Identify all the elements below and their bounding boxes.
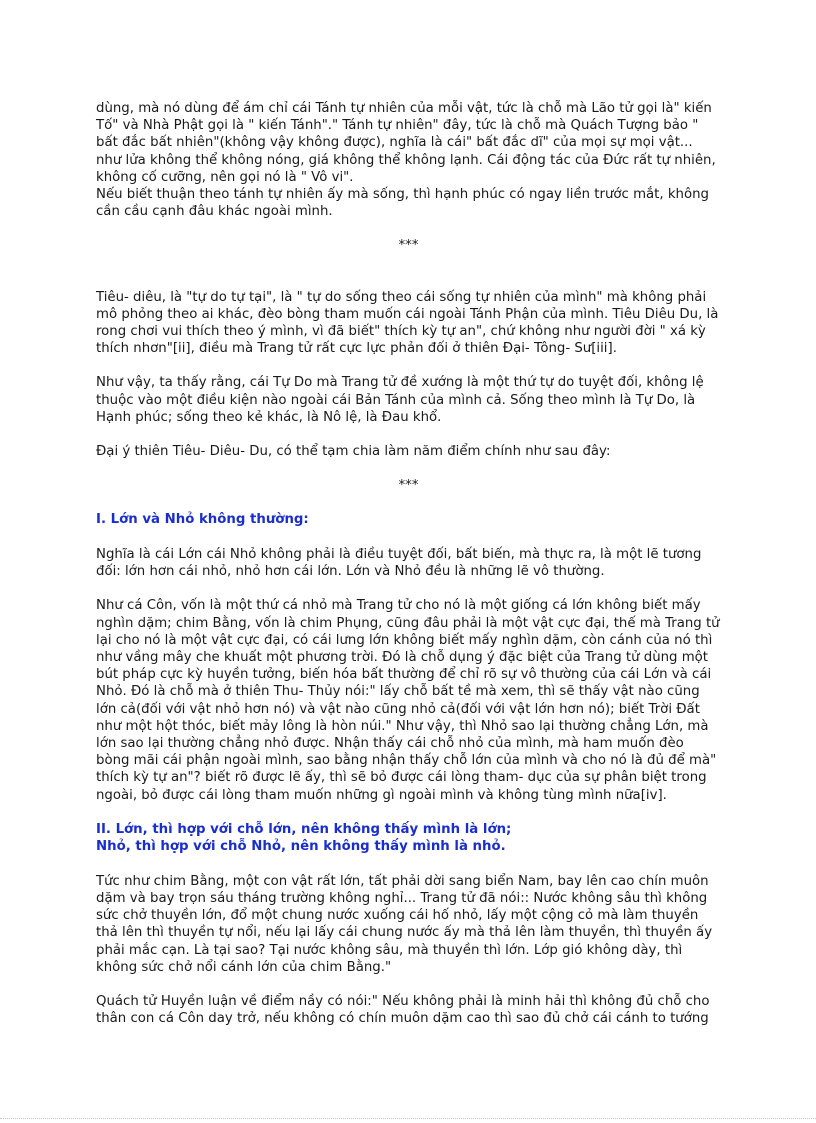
spacer: [96, 856, 721, 873]
section-heading-2-line-1: II. Lớn, thì hợp với chỗ lớn, nên không thấy mình là lớn;: [96, 821, 512, 837]
paragraph-ca-con: Như cá Côn, vốn là một thứ cá nhỏ mà Trang tử cho nó là một giống cá lớn không biết mấy nghìn dặm; chim Bằng, vốn là chim Phụng, cũng đâu phải là một vật cực đại, thế mà Trang tử lại cho nó là một vật cực đại, có cái lưng lớn không biết mấy nghìn dặm, còn cánh của nó thì như vầng mây che khuất một phương trời. Đó là chỗ dụng ý đặc biệt của Trang tử dùng một bút pháp cực kỳ huyền tưởng, biến hóa bất thường để chỉ rõ sự vô thường của cái Lớn và cái Nhỏ. Đó là chỗ mà ở thiên Thu- Thủy nói:" lấy chỗ bất tề mà xem, thì sẽ thấy vật nào cũng lớn cả(đối với vật nhỏ hơn nó) và vật nào cũng nhỏ cả(đối với vật lớn hơn nó); biết Trời Đất như một hột thóc, biết mảy lông là hòn núi." Như vậy, thì Nhỏ sao lại thường chẳng Lớn, mà lớn sao lại thường chẳng nhỏ được. Nhận thấy cái chỗ nhỏ của mình, mà ham muốn đèo bòng mãi cái phận ngoài mình, sao bằng nhận thấy chỗ lớn của mình và cho nó là đủ để mà" thích kỳ tự an"? biết rõ được lẽ ấy, thì sẽ bỏ được cái lòng tham- dục của sự phân biệt trong ngoài, bỏ được cái lòng tham muốn những gì ngoài mình và không tùng mình nữa[iv].: [96, 598, 720, 803]
spacer: [96, 529, 721, 546]
spacer: [96, 255, 721, 272]
document-body: [96, 100, 721, 1027]
spacer: [96, 357, 721, 374]
spacer: [96, 460, 721, 477]
spacer: [96, 804, 721, 821]
paragraph-tieu-dieu: Tiêu- diêu, là "tự do tự tại", là " tự do sống theo cái sống tự nhiên của mình" mà không phải mô phỏng theo ai khác, đèo bòng tham muốn cái ngoài Tánh Phận của mình. Tiêu Diêu Du, là rong chơi vui thích theo ý mình, vì đã biết" thích kỳ tự an", chứ không như người đời " xá kỳ thích nhơn"[ii], điều mà Trang tử rất cực lực phản đối ở thiên Đại- Tông- Sư[iii].: [96, 289, 719, 357]
paragraph-dai-y: Đại ý thiên Tiêu- Diêu- Du, có thể tạm chia làm năm điểm chính như sau đây:: [96, 444, 611, 460]
section-heading-2-line-2: Nhỏ, thì hợp với chỗ Nhỏ, nên không thấy mình là nhỏ.: [96, 839, 506, 855]
spacer: [96, 976, 721, 993]
paragraph-hanh-phuc: Nếu biết thuận theo tánh tự nhiên ấy mà sống, thì hạnh phúc có ngay liền trước mắt, không cần cầu cạnh đâu khác ngoài mình.: [96, 187, 709, 220]
paragraph-tanh-tu-nhien: dùng, mà nó dùng để ám chỉ cái Tánh tự nhiên của mỗi vật, tức là chỗ mà Lão tử gọi là" kiến Tố" và Nhà Phật gọi là " kiến Tánh"." Tánh tự nhiên" đây, tức là chỗ mà Quách Tượng bảo " bất đắc bất nhiên"(không vậy không được), nghĩa là cái" bất đắc dĩ" của mọi sự mọi vật... như lửa không thể không nóng, giá không thể không lạnh. Cái động tác của Đức rất tự nhiên, không cố cưỡng, nên gọi nó là " Vô vi".: [96, 101, 716, 185]
section-separator: ***: [398, 238, 419, 254]
paragraph-lon-nho: Nghĩa là cái Lớn cái Nhỏ không phải là điều tuyệt đối, bất biến, mà thực ra, là một lẽ tương đối: lớn hơn cái nhỏ, nhỏ hơn cái lớn. Lớn và Nhỏ đều là những lẽ vô thường.: [96, 546, 702, 580]
spacer: [96, 272, 721, 289]
spacer: [96, 580, 721, 597]
paragraph-chim-bang: Tức như chim Bằng, một con vật rất lớn, tất phải dời sang biển Nam, bay lên cao chín muôn dặm và bay trọn sáu tháng trường không nghỉ... Trang tử đã nói:: Nước không sâu thì không sức chở thuyền lớn, đổ một chung nước xuống cái hố nhỏ, lấy một cộng cỏ mà làm thuyền thả lên thì thuyền tự nổi, nếu lại lấy cái chung nước ấy mà thả lên làm thuyền, thì thuyền ấy phải mắc cạn. Là tại sao? Tại nước không sâu, mà thuyền thì lớn. Lớp gió không dày, thì không sức chở nổi cánh lớn của chim Bằng.": [96, 873, 713, 975]
spacer: [96, 220, 721, 237]
spacer: [96, 426, 721, 443]
spacer: [96, 494, 721, 511]
section-heading-1: I. Lớn và Nhỏ không thường:: [96, 512, 309, 528]
paragraph-quach-tu-huyen: Quách tử Huyền luận về điểm nầy có nói:" Nếu không phải là minh hải thì không đủ chỗ cho thân con cá Côn day trở, nếu không có chín muôn dặm cao thì sao đủ chở cái cánh to tướng: [96, 994, 710, 1027]
section-separator: ***: [398, 478, 419, 494]
page-bottom-divider: [0, 1118, 816, 1119]
paragraph-tu-do: Như vậy, ta thấy rằng, cái Tự Do mà Trang tử đề xướng là một thứ tự do tuyệt đối, không lệ thuộc vào một điều kiện nào ngoài cái Bản Tánh của mình cả. Sống theo mình là Tự Do, là Hạnh phúc; sống theo kẻ khác, là Nô lệ, là Đau khổ.: [96, 375, 704, 425]
